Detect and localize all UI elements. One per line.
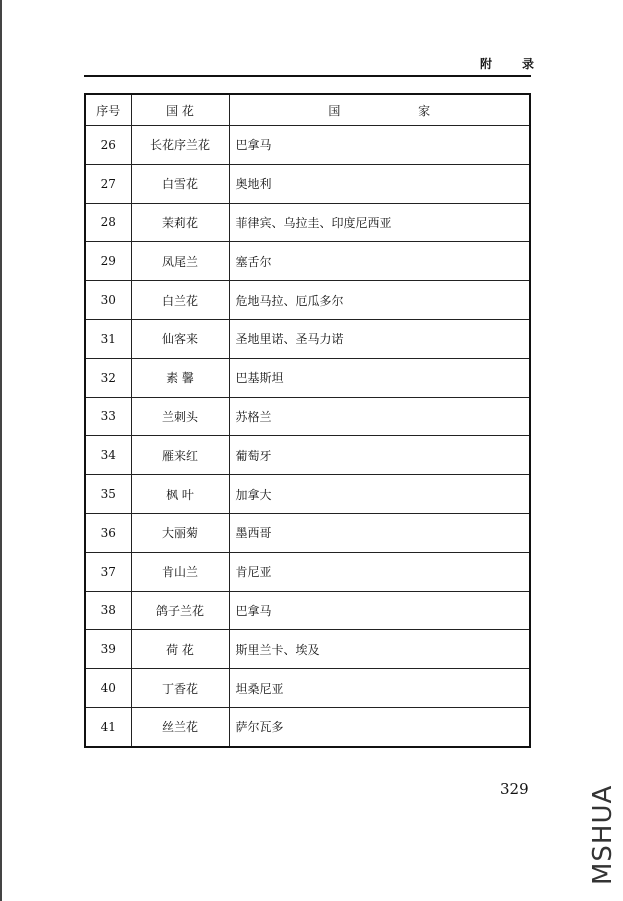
table-row <box>85 319 530 358</box>
table-row <box>85 707 530 746</box>
row-flower: 长花序兰花 <box>131 126 229 165</box>
row-flower: 大丽菊 <box>131 513 229 552</box>
header-rule <box>84 75 531 77</box>
row-number: 30 <box>85 281 131 320</box>
table-header-row <box>85 94 530 126</box>
row-flower: 雁来红 <box>131 436 229 475</box>
row-number: 41 <box>85 707 131 746</box>
table-row <box>85 513 530 552</box>
row-country: 塞舌尔 <box>229 242 530 281</box>
header-country <box>229 94 530 126</box>
row-number: 36 <box>85 513 131 552</box>
table-row <box>85 591 530 630</box>
table-row <box>85 475 530 514</box>
row-country: 危地马拉、厄瓜多尔 <box>229 281 530 320</box>
running-head-char-1: 附 <box>480 57 495 71</box>
row-number: 26 <box>85 126 131 165</box>
header-flower: 国 花 <box>131 94 229 126</box>
row-number: 31 <box>85 319 131 358</box>
row-country: 坦桑尼亚 <box>229 669 530 708</box>
row-flower: 白雪花 <box>131 164 229 203</box>
row-country: 斯里兰卡、埃及 <box>229 630 530 669</box>
page-number: 329 <box>500 780 529 798</box>
row-number: 35 <box>85 475 131 514</box>
header-country-char-2: 家 <box>418 103 431 118</box>
row-number: 38 <box>85 591 131 630</box>
header-country-char-1: 国 <box>328 103 341 118</box>
row-number: 32 <box>85 358 131 397</box>
row-number: 34 <box>85 436 131 475</box>
row-country: 苏格兰 <box>229 397 530 436</box>
row-country: 萨尔瓦多 <box>229 707 530 746</box>
row-number: 37 <box>85 552 131 591</box>
table-row <box>85 358 530 397</box>
table-row <box>85 242 530 281</box>
table-row <box>85 436 530 475</box>
table-row <box>85 669 530 708</box>
table-body <box>85 126 530 747</box>
table-row <box>85 630 530 669</box>
row-country: 墨西哥 <box>229 513 530 552</box>
row-flower: 枫 叶 <box>131 475 229 514</box>
row-flower: 素 馨 <box>131 358 229 397</box>
row-flower: 丝兰花 <box>131 707 229 746</box>
row-number: 40 <box>85 669 131 708</box>
row-number: 27 <box>85 164 131 203</box>
row-number: 29 <box>85 242 131 281</box>
header-number: 序号 <box>85 94 131 126</box>
table-row <box>85 397 530 436</box>
row-flower: 荷 花 <box>131 630 229 669</box>
row-number: 39 <box>85 630 131 669</box>
row-country: 巴基斯坦 <box>229 358 530 397</box>
row-flower: 兰刺头 <box>131 397 229 436</box>
table-row <box>85 203 530 242</box>
row-flower: 凤尾兰 <box>131 242 229 281</box>
table-row <box>85 126 530 165</box>
row-country: 肯尼亚 <box>229 552 530 591</box>
row-flower: 丁香花 <box>131 669 229 708</box>
row-country: 奥地利 <box>229 164 530 203</box>
row-country: 巴拿马 <box>229 126 530 165</box>
running-head-char-2: 录 <box>521 57 536 71</box>
row-country: 圣地里诺、圣马力诺 <box>229 319 530 358</box>
watermark: MSHUA <box>588 784 618 885</box>
table-row <box>85 552 530 591</box>
row-flower: 肯山兰 <box>131 552 229 591</box>
national-flower-table <box>84 93 531 748</box>
row-country: 巴拿马 <box>229 591 530 630</box>
row-number: 28 <box>85 203 131 242</box>
row-number: 33 <box>85 397 131 436</box>
running-head <box>480 55 536 72</box>
row-flower: 白兰花 <box>131 281 229 320</box>
page-left-edge <box>0 0 2 901</box>
row-country: 加拿大 <box>229 475 530 514</box>
row-country: 菲律宾、乌拉圭、印度尼西亚 <box>229 203 530 242</box>
row-flower: 鸽子兰花 <box>131 591 229 630</box>
table-row <box>85 164 530 203</box>
row-flower: 茉莉花 <box>131 203 229 242</box>
table-row <box>85 281 530 320</box>
row-flower: 仙客来 <box>131 319 229 358</box>
row-country: 葡萄牙 <box>229 436 530 475</box>
